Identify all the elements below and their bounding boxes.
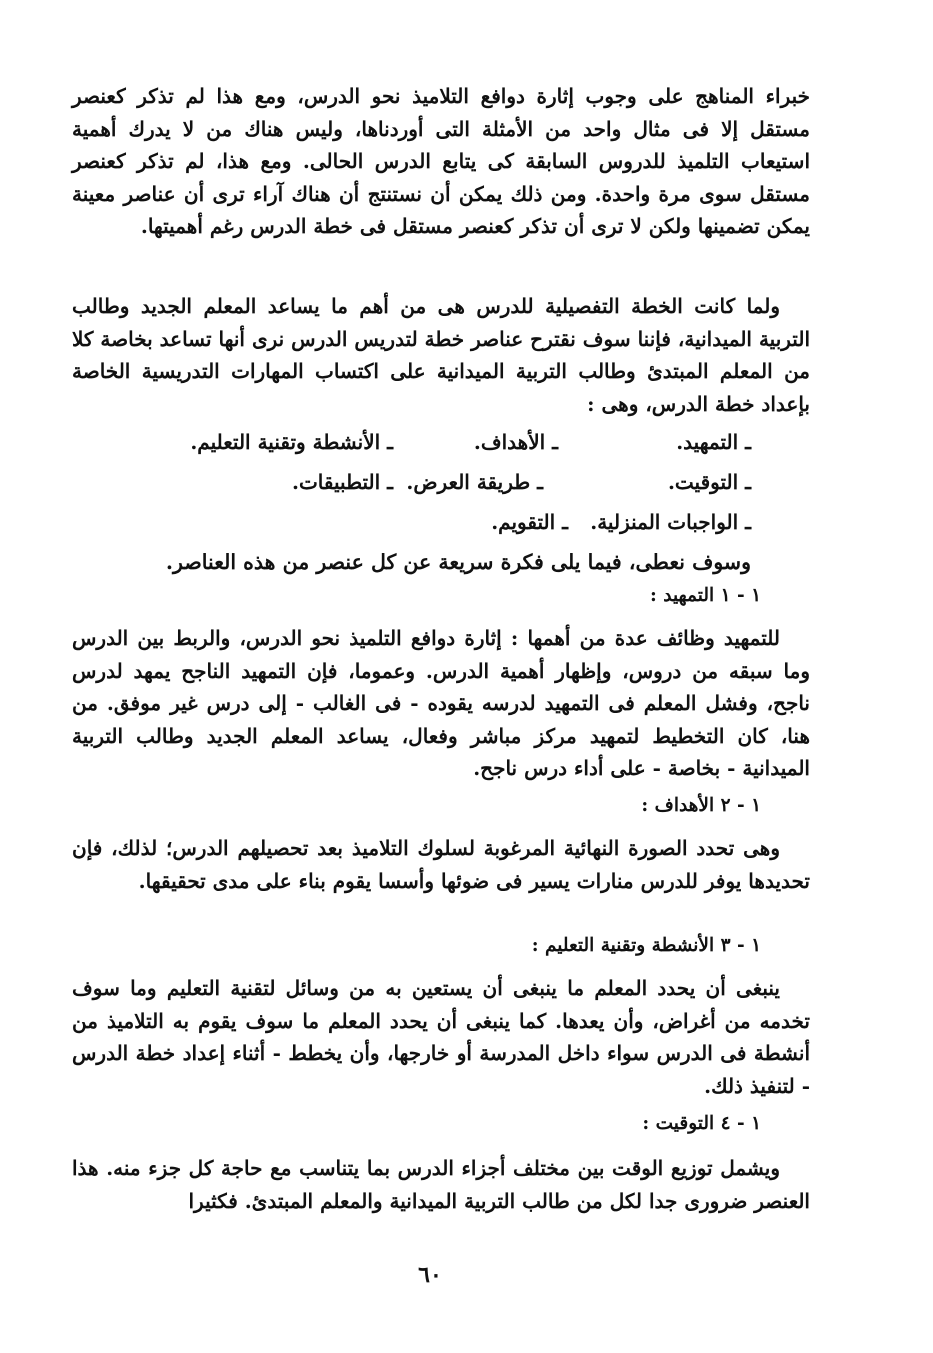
section-objectives-block (72, 832, 810, 932)
section-timing-block (72, 1152, 810, 1222)
section-activities-block (72, 972, 810, 1107)
list-item-timing: ـ التوقيت. (667, 470, 751, 494)
intro-paragraph: خبراء المناهج على وجوب إثارة دوافع التلاميذ نحو الدرس، ومع هذا لم تذكر كعنصر مستقل إلا فى مثال واحد من الأمثلة التى أوردناها، وليس هناك من لا يدرك أهمية استيعاب التلميذ للدروس السابقة كى يتابع الدرس الحالى. ومع هذا، لم تذكر كعنصر مستقل سوى مرة واحدة. ومن ذلك يمكن أن نستنتج أن هناك آراء ترى أن عناصر معينة يمكن تضمينها ولكن لا ترى أن تذكر كعنصر مستقل فى خطة الدرس رغم أهميتها. (72, 84, 810, 238)
page-number: ٦٠ (418, 1262, 442, 1288)
list-item-applications: ـ التطبيقات. (292, 470, 393, 494)
elements-list-row-3 (0, 510, 933, 542)
section-heading-timing: ١ - ٤ التوقيت : (642, 1113, 761, 1134)
elements-list-row-1 (0, 430, 933, 462)
elements-list-row-2 (0, 470, 933, 502)
intro-paragraph-block (72, 80, 810, 285)
plan-paragraph: ولما كانت الخطة التفصيلية للدرس هى من أهم ما يساعد المعلم الجديد وطالب التربية الميدانية، فإننا سوف نقترح عناصر خطة لتدريس الدرس نرى أنها تساعد بخاصة كلا من المعلم المبتدئ وطالب التربية الميدانية على اكتساب المهارات التدريسية الخاصة بإعداد خطة الدرس، وهى : (72, 294, 810, 416)
list-item-objectives: ـ الأهداف. (473, 430, 558, 454)
section-activities-body: ينبغى أن يحدد المعلم ما ينبغى أن يستعين به من وسائل لتقنية التعليم وما سوف تخدمه من أغراض، وأن يعدها. كما ينبغى أن يحدد المعلم ما سوف يقوم به التلاميذ من أنشطة فى الدرس سواء داخل المدرسة أو خارجها، وأن يخطط - أثناء إعداد خطة الدرس - لتنفيذ ذلك. (72, 976, 810, 1098)
summary-line: وسوف نعطى، فيما يلى فكرة سريعة عن كل عنصر من هذه العناصر. (165, 550, 751, 574)
list-item-activities: ـ الأنشطة وتقنية التعليم. (190, 430, 393, 454)
section-heading-introduction: ١ - ١ التمهيد : (649, 585, 761, 606)
list-item-intro: ـ التمهيد. (676, 430, 751, 454)
section-heading-objectives: ١ - ٢ الأهداف : (641, 795, 761, 816)
section-objectives-body: وهى تحدد الصورة النهائية المرغوبة لسلوك التلاميذ بعد تحصيلهم الدرس؛ لذلك، فإن تحديدها يوفر للدرس منارات يسير فى ضوئها وأسسا يقوم بناء على مدى تحقيقها. (72, 836, 810, 893)
list-item-evaluation: ـ التقويم. (491, 510, 568, 534)
section-introduction-block (72, 622, 810, 792)
list-item-presentation: ـ طريقة العرض. (406, 470, 543, 494)
list-item-homework: ـ الواجبات المنزلية. (590, 510, 751, 534)
section-timing-body: ويشمل توزيع الوقت بين مختلف أجزاء الدرس بما يتناسب مع حاجة كل جزء منه. هذا العنصر ضرورى جدا لكل من طالب التربية الميدانية والمعلم المبتدئ. فكثيرا (72, 1156, 810, 1213)
section-introduction-body: للتمهيد وظائف عدة من أهمها : إثارة دوافع التلميذ نحو الدرس، والربط بين الدرس وما سبقه من دروس، وإظهار أهمية الدرس. وعموما، فإن التمهيد الناجح يمهد لدرس ناجح، وفشل المعلم فى التمهيد لدرسه يقوده - فى الغالب - إلى درس غير موفق. من هنا، كان التخطيط لتمهيد مركز مباشر وفعال، يساعد المعلم الجديد وطالب التربية الميدانية - بخاصة - على أداء درس ناجح. (72, 626, 810, 780)
section-heading-activities: ١ - ٣ الأنشطة وتقنية التعليم : (531, 935, 761, 956)
plan-paragraph-block (72, 290, 810, 425)
